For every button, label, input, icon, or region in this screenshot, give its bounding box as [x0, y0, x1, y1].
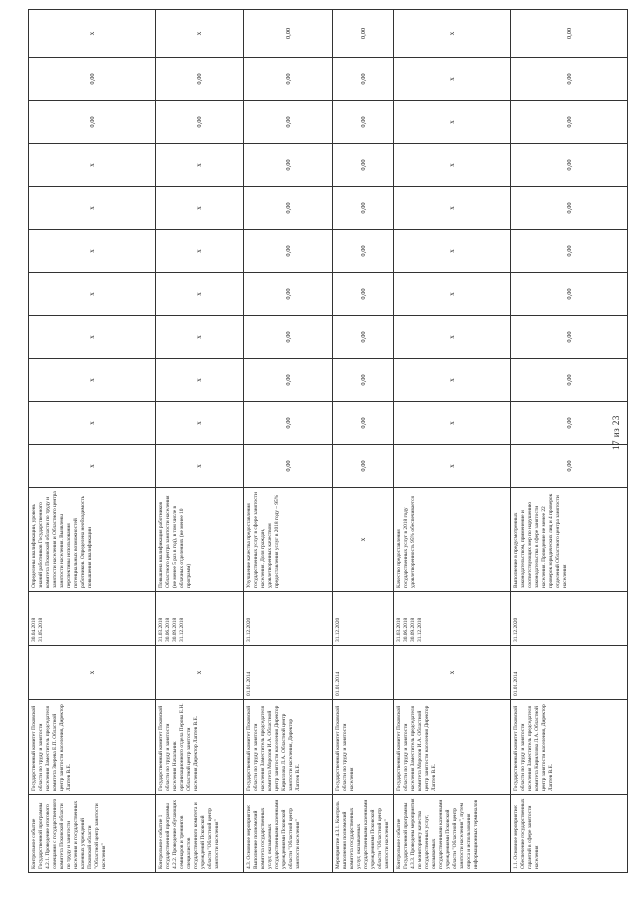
- value-cell: 0,00: [511, 101, 628, 144]
- value-cell: 0,00: [244, 144, 333, 187]
- start-date-cell: 01.01.2014: [511, 646, 628, 700]
- value-cell: x: [156, 402, 244, 445]
- value-cell: x: [156, 445, 244, 488]
- page-number: 17 из 23: [611, 415, 621, 450]
- value-cell: 0,00: [244, 359, 333, 402]
- value-cell: 0,00: [511, 10, 628, 58]
- result-cell: Выполнение в предусмотренных законодательством, применение и соответствующих мер по нарушению законодательства в сфере занятости населения. Проведение не менее 22 проверок юридических лиц и 4 проверок отделений Областного центра занятости населения: [511, 488, 628, 592]
- value-cell: x: [394, 10, 511, 58]
- value-cell: x: [29, 359, 156, 402]
- value-cell: 0,00: [511, 58, 628, 101]
- value-cell: 0,00: [511, 273, 628, 316]
- value-cell: 0,00: [511, 230, 628, 273]
- value-cell: 0,00: [244, 273, 333, 316]
- result-cell: Качество предоставления государственных услуг в 2018 году удовлетворенность 95% обеспечивается: [394, 488, 511, 592]
- table-row: [29, 10, 156, 873]
- end-date-cell: 31.12.2020: [511, 592, 628, 646]
- value-cell: 0,00: [333, 101, 394, 144]
- event-cell: Мероприятие 4.3.1. Контроль выполнения полномочий комитета государственных услуг, оказываемых государственными казенными учреждениями Псковской области "Областной центр занятости населения": [333, 795, 394, 873]
- program-events-table: [28, 9, 628, 873]
- executor-cell: Государственный комитет Псковской области по труду и занятости населения: [333, 700, 394, 795]
- end-date-cell: 30.04.2018 31.05.2018: [29, 592, 156, 646]
- table-row: [511, 10, 628, 873]
- value-cell: 0,00: [511, 445, 628, 488]
- value-cell: x: [156, 273, 244, 316]
- value-cell: x: [394, 187, 511, 230]
- value-cell: x: [394, 230, 511, 273]
- value-cell: 0,00: [333, 10, 394, 58]
- value-cell: 0,00: [333, 273, 394, 316]
- value-cell: 0,00: [333, 144, 394, 187]
- end-date-cell: 31.03.2018 30.06.2018 30.09.2018 31.12.2018: [156, 592, 244, 646]
- value-cell: x: [156, 187, 244, 230]
- result-cell: x: [333, 488, 394, 592]
- executor-cell: Государственный комитет Псковской области по труду и занятости населения Заместитель председателя комитета Морозов И.А. Областной центр занятости населения Директор Лаптев В.Е.: [394, 700, 511, 795]
- table-body: [29, 10, 628, 873]
- value-cell: x: [156, 10, 244, 58]
- event-cell: Контрольное событие Государственной программы 4.3.3. Проведены мероприятия по мониторингу качества государственных услуг, оказываемых государственными казенными учреждениями Псковской области "Областной центр занятости населения", путем опроса и использования информационных терминалов: [394, 795, 511, 873]
- value-cell: x: [394, 402, 511, 445]
- table-row: [394, 10, 511, 873]
- value-cell: 0,00: [244, 187, 333, 230]
- value-cell: x: [156, 316, 244, 359]
- start-date-cell: x: [394, 646, 511, 700]
- value-cell: x: [394, 273, 511, 316]
- end-date-cell: 31.03.2018 30.06.2018 30.09.2018 31.12.2018: [394, 592, 511, 646]
- table-row: [244, 10, 333, 873]
- value-cell: 0,00: [156, 101, 244, 144]
- value-cell: 0,00: [333, 187, 394, 230]
- value-cell: 0,00: [511, 187, 628, 230]
- table-row: [156, 10, 244, 873]
- value-cell: 0,00: [511, 144, 628, 187]
- value-cell: 0,00: [333, 445, 394, 488]
- value-cell: x: [29, 144, 156, 187]
- value-cell: 0,00: [511, 402, 628, 445]
- value-cell: x: [156, 359, 244, 402]
- value-cell: 0,00: [333, 58, 394, 101]
- value-cell: x: [156, 144, 244, 187]
- end-date-cell: 31.12.2020: [333, 592, 394, 646]
- value-cell: x: [29, 187, 156, 230]
- end-date-cell: 31.12.2020: [244, 592, 333, 646]
- value-cell: x: [394, 316, 511, 359]
- event-cell: Контрольное событие 1 государственной программы 4.2.2. Проведение обучающих семинаров и тренингов специалистов государственного комитета и учреждений Псковской области "Областной центр занятости населения": [156, 795, 244, 873]
- value-cell: 0,00: [29, 58, 156, 101]
- value-cell: 0,00: [511, 316, 628, 359]
- event-cell: Контрольное событие Государственной программы 4.2.1. Проведение итогового совещания с государственного комитета Псковской области по труду и занятости населения и государственных казенных учреждений Псковской области "Областной центр занятости населения": [29, 795, 156, 873]
- value-cell: 0,00: [244, 445, 333, 488]
- value-cell: x: [394, 144, 511, 187]
- value-cell: x: [29, 316, 156, 359]
- value-cell: 0,00: [333, 359, 394, 402]
- value-cell: x: [29, 230, 156, 273]
- table-row: [333, 10, 394, 873]
- value-cell: x: [29, 10, 156, 58]
- value-cell: 0,00: [244, 10, 333, 58]
- start-date-cell: x: [29, 646, 156, 700]
- value-cell: x: [29, 445, 156, 488]
- value-cell: x: [156, 230, 244, 273]
- value-cell: x: [394, 445, 511, 488]
- start-date-cell: 01.01.2014: [333, 646, 394, 700]
- value-cell: 0,00: [244, 402, 333, 445]
- value-cell: 0,00: [244, 101, 333, 144]
- result-cell: Повышена квалификация работников Областного центра занятости населения (не менее 5 раз в год), в том числе в облачных отделениях (не менее 10 программ): [156, 488, 244, 592]
- executor-cell: Государственный комитет Псковской области по труду и занятости населения Начальник организационного отдела Перова Е.Н. Областной центр занятости населения Директор Лаптев В.Е.: [156, 700, 244, 795]
- value-cell: x: [29, 273, 156, 316]
- value-cell: 0,00: [511, 359, 628, 402]
- value-cell: 0,00: [29, 101, 156, 144]
- result-cell: Улучшение качества предоставления государственных услуг в сфере занятости населения. Доля граждан, удовлетворенных качеством предоставления услуг в 2018 году – 95%: [244, 488, 333, 592]
- event-cell: 1.1. Основное мероприятие: Обеспечение государственных гарантий в сфере занятости населения: [511, 795, 628, 873]
- value-cell: 0,00: [244, 230, 333, 273]
- executor-cell: Государственный комитет Псковской области по труду и занятости населения Заместитель председателя комитета Морозов И.А. Областной центр занятости населения Директор Кириллова Л.А. Областной центр занятости населения, Директор Лаптев В.Е.: [244, 700, 333, 795]
- event-cell: 4.3. Основное мероприятие: Выполнение полномочий комитета государственных услуг, оказываемых государственными казенными учреждениями Псковской области "Областной центр занятости населения": [244, 795, 333, 873]
- value-cell: 0,00: [244, 58, 333, 101]
- value-cell: 0,00: [333, 230, 394, 273]
- start-date-cell: 01.01.2014: [244, 646, 333, 700]
- value-cell: x: [394, 359, 511, 402]
- start-date-cell: x: [156, 646, 244, 700]
- value-cell: 0,00: [333, 402, 394, 445]
- value-cell: x: [29, 402, 156, 445]
- value-cell: 0,00: [333, 316, 394, 359]
- executor-cell: Государственный комитет Псковской области по труду и занятости населения Заместитель председателя комитета Кириллова Л.А. Областной центр занятости населения, Директор Лаптев В.Е.: [511, 700, 628, 795]
- value-cell: x: [394, 58, 511, 101]
- value-cell: 0,00: [244, 316, 333, 359]
- value-cell: x: [394, 101, 511, 144]
- executor-cell: Государственный комитет Псковской области по труду и занятости населения Заместитель председателя комитета Зверева Е.П. Областной центр занятости населения, Директор Лаптев В.Е.: [29, 700, 156, 795]
- result-cell: Определены квалификации, уровень знаний работников Государственного комитета Псковской области по труду и занятости населения и Областного центра занятости населения. Выявлены перспективы использования потенциальных возможностей работников. Определена необходимость повышения квалификации: [29, 488, 156, 592]
- value-cell: 0,00: [156, 58, 244, 101]
